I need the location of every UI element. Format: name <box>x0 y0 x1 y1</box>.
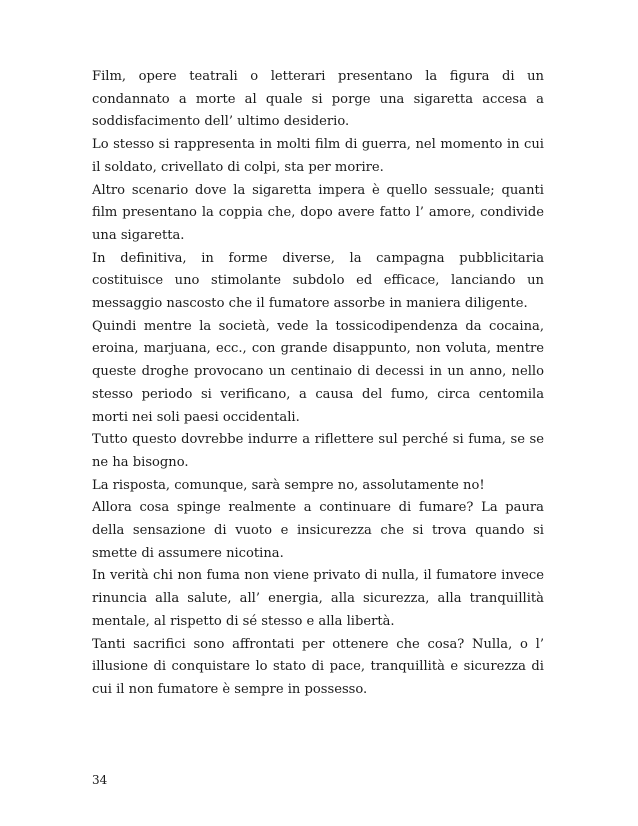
page-body <box>92 66 544 702</box>
paragraph: Tanti sacrifici sono affrontati per ottenere che cosa? Nulla, o l’ illusione di conquistare lo stato di pace, tranquillità e sicurezza di cui il non fumatore è sempre in possesso. <box>92 636 544 697</box>
paragraph: Film, opere teatrali o letterari presentano la figura di un condannato a morte al quale si porge una sigaretta accesa a soddisfacimento dell’ ultimo desiderio. <box>92 69 544 130</box>
paragraph: Allora cosa spinge realmente a continuare di fumare? La paura della sensazione di vuoto e insicurezza che si trova quando si smette di assumere nicotina. <box>92 500 544 561</box>
paragraph: Tutto questo dovrebbe indurre a riflettere sul perché si fuma, se se ne ha bisogno. <box>92 432 544 470</box>
page-number: 34 <box>92 773 108 787</box>
paragraph: In verità chi non fuma non viene privato di nulla, il fumatore invece rinuncia alla salute, all’ energia, alla sicurezza, alla tranquillità mentale, al rispetto di sé stesso e alla libertà. <box>92 568 544 629</box>
paragraph: La risposta, comunque, sarà sempre no, assolutamente no! <box>92 477 485 493</box>
paragraph: Lo stesso si rappresenta in molti film di guerra, nel momento in cui il soldato, crivellato di colpi, sta per morire. <box>92 137 544 175</box>
paragraph: Quindi mentre la società, vede la tossicodipendenza da cocaina, eroina, marjuana, ecc., con grande disappunto, non voluta, mentre queste droghe provocano un centinaio di decessi in un anno, nello stesso periodo si verificano, a causa del fumo, circa centomila morti nei soli paesi occidentali. <box>92 318 544 425</box>
paragraph: Altro scenario dove la sigaretta impera è quello sessuale; quanti film presentano la coppia che, dopo avere fatto l’ amore, condivide una sigaretta. <box>92 182 544 243</box>
paragraph: In definitiva, in forme diverse, la campagna pubblicitaria costituisce uno stimolante subdolo ed efficace, lanciando un messaggio nascosto che il fumatore assorbe in maniera diligente. <box>92 250 544 312</box>
